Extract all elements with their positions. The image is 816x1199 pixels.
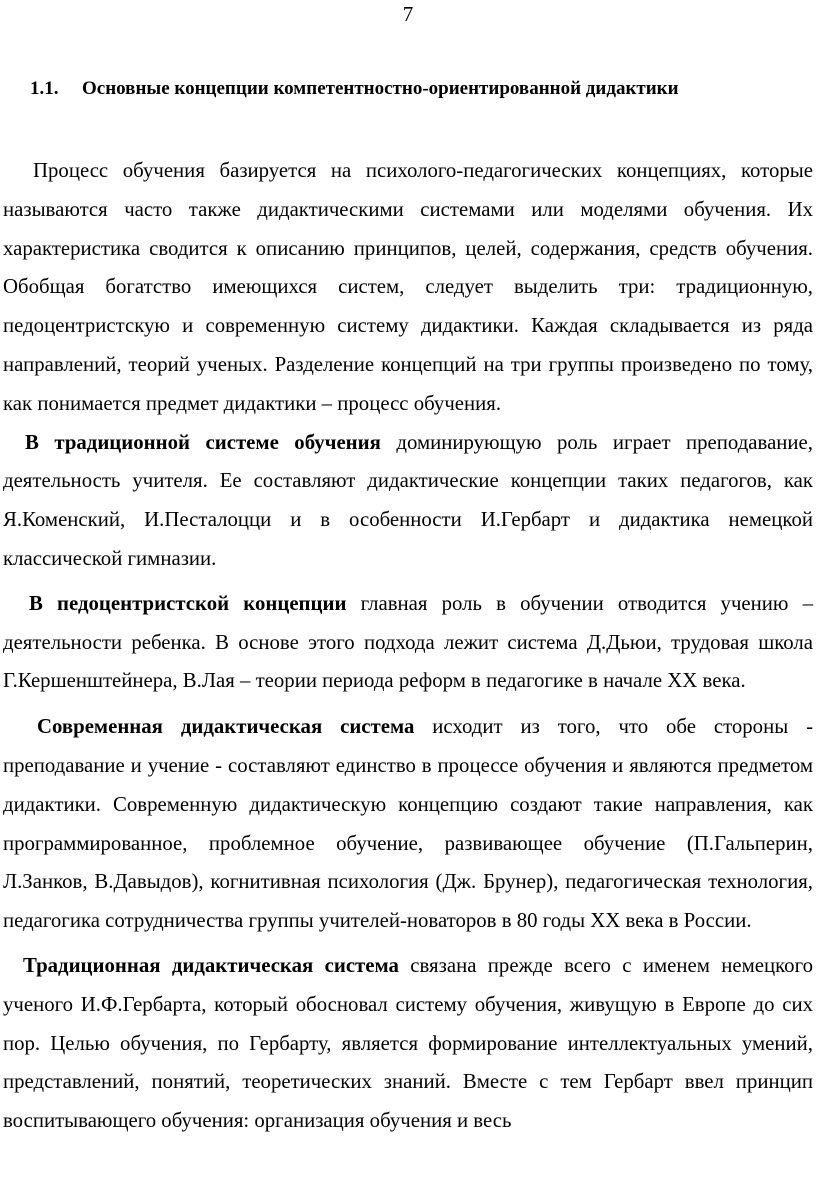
section-number: 1.1. [30,78,59,99]
paragraph-traditional-system-term: В традиционной системе обучения [25,430,381,454]
paragraph-traditional-didactic-system-term: Традиционная дидактическая система [23,953,399,977]
paragraph-traditional-didactic-system-text: связана прежде всего с именем немецкого ученого И.Ф.Гербарта, который обосновал систему обучения, живущую в Европе до сих пор. Целью обучения, по Гербарту, является формирование интеллектуальных умений, представлений, понятий, теоретических знаний. Вместе с тем Гербарт ввел принцип воспитывающего обучения: организация обучения и весь [3,953,813,1133]
body-text [3,152,813,1141]
paragraph-pedocentric-concept [3,585,813,701]
section-heading [30,78,800,100]
page-number: 7 [402,2,414,26]
paragraph-modern-system [3,708,813,941]
section-title: Основные концепции компетентностно-ориентированной дидактики [82,78,679,99]
paragraph-intro-text: Процесс обучения базируется на психолого-педагогических концепциях, которые называются часто также дидактическими системами или моделями обучения. Их характеристика сводится к описанию принципов, целей, содержания, средств обучения. Обобщая богатство имеющихся систем, следует выделить три: традиционную, педоцентристскую и современную систему дидактики. Каждая складывается из ряда направлений, теорий ученых. Разделение концепций на три группы произведено по тому, как понимается предмет дидактики – процесс обучения. [3,159,813,415]
paragraph-intro [3,152,813,424]
paragraph-traditional-system [3,424,813,579]
paragraph-traditional-didactic-system [3,947,813,1141]
paragraph-modern-system-term: Современная дидактическая система [37,715,415,739]
paragraph-traditional-system-text: доминирующую роль играет преподавание, деятельность учителя. Ее составляют дидактические концепции таких педагогов, как Я.Коменский, И.Песталоцци и в особенности И.Гербарт и дидактика немецкой классической гимназии. [3,430,813,570]
paragraph-pedocentric-concept-term: В педоцентристской концепции [29,591,347,615]
paragraph-modern-system-text: исходит из того, что обе стороны - преподавание и учение - составляют единство в процессе обучения и являются предметом дидактики. Современную дидактическую концепцию создают такие направления, как программированное, проблемное обучение, развивающее обучение (П.Гальперин, Л.Занков, В.Давыдов), когнитивная психология (Дж. Брунер), педагогическая технология, педагогика сотрудничества группы учителей-новаторов в 80 годы XX века в России. [3,715,813,933]
paragraph-pedocentric-concept-text: главная роль в обучении отводится учению – деятельности ребенка. В основе этого подхода лежит система Д.Дьюи, трудовая школа Г.Кершенштейнера, В.Лая – теории периода реформ в педагогике в начале XX века. [3,591,813,693]
